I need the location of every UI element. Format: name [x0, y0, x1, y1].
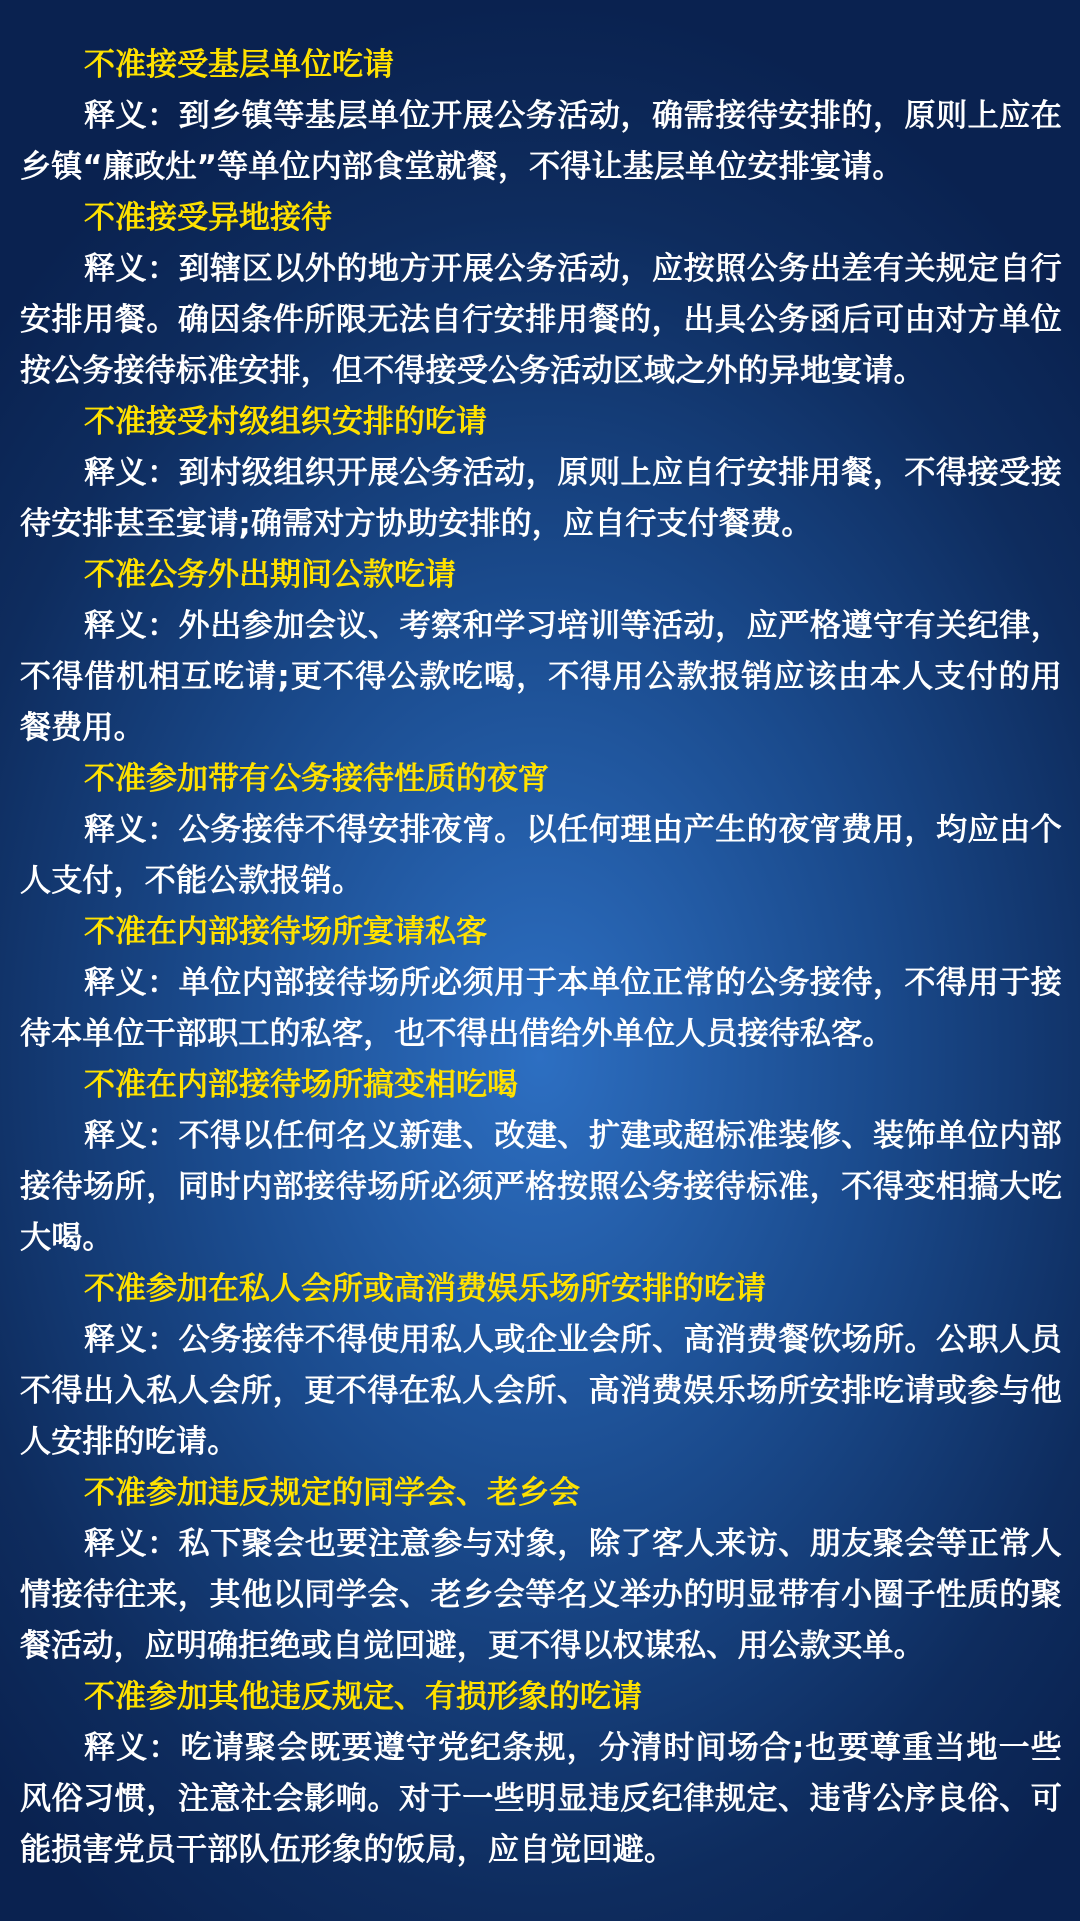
- rule-explanation: 释义：到辖区以外的地方开展公务活动，应按照公务出差有关规定自行安排用餐。确因条件所限无法自行安排用餐的，出具公务函后可由对方单位按公务接待标准安排，但不得接受公务活动区域之外的异地宴请。: [20, 251, 1062, 389]
- rule-explanation: 释义：私下聚会也要注意参与对象，除了客人来访、朋友聚会等正常人情接待往来，其他以同学会、老乡会等名义举办的明显带有小圈子性质的聚餐活动，应明确拒绝或自觉回避，更不得以权谋私、用公款买单。: [20, 1526, 1062, 1664]
- rule-explanation: 释义：不得以任何名义新建、改建、扩建或超标准装修、装饰单位内部接待场所，同时内部接待场所必须严格按照公务接待标准，不得变相搞大吃大喝。: [20, 1118, 1062, 1256]
- rule-explanation: 释义：公务接待不得使用私人或企业会所、高消费餐饮场所。公职人员不得出入私人会所，更不得在私人会所、高消费娱乐场所安排吃请或参与他人安排的吃请。: [20, 1322, 1062, 1460]
- rule-title: 不准在内部接待场所搞变相吃喝: [84, 1067, 518, 1103]
- rule-title: 不准接受村级组织安排的吃请: [84, 404, 487, 440]
- rule-8: [20, 1264, 1062, 1468]
- rule-title: 不准参加违反规定的同学会、老乡会: [84, 1475, 580, 1511]
- rule-explanation: 释义：公务接待不得安排夜宵。以任何理由产生的夜宵费用，均应由个人支付，不能公款报销。: [20, 812, 1062, 899]
- rule-1: [20, 40, 1062, 193]
- rule-9: [20, 1468, 1062, 1672]
- rule-3: [20, 397, 1062, 550]
- rule-explanation: 释义：单位内部接待场所必须用于本单位正常的公务接待，不得用于接待本单位干部职工的私客，也不得出借给外单位人员接待私客。: [20, 965, 1062, 1052]
- rule-5: [20, 754, 1062, 907]
- rule-explanation: 释义：到乡镇等基层单位开展公务活动，确需接待安排的，原则上应在乡镇“廉政灶”等单位内部食堂就餐，不得让基层单位安排宴请。: [20, 98, 1062, 185]
- rule-4: [20, 550, 1062, 754]
- rule-title: 不准参加其他违反规定、有损形象的吃请: [84, 1679, 642, 1715]
- rule-title: 不准接受基层单位吃请: [84, 47, 394, 83]
- rule-title: 不准接受异地接待: [84, 200, 332, 236]
- rule-2: [20, 193, 1062, 397]
- rule-explanation: 释义：到村级组织开展公务活动，原则上应自行安排用餐，不得接受接待安排甚至宴请;确需对方协助安排的，应自行支付餐费。: [20, 455, 1062, 542]
- rule-7: [20, 1060, 1062, 1264]
- rule-10: [20, 1672, 1062, 1876]
- rule-explanation: 释义：外出参加会议、考察和学习培训等活动，应严格遵守有关纪律，不得借机相互吃请;更不得公款吃喝，不得用公款报销应该由本人支付的用餐费用。: [20, 608, 1062, 746]
- rule-explanation: 释义：吃请聚会既要遵守党纪条规，分清时间场合;也要尊重当地一些风俗习惯，注意社会影响。对于一些明显违反纪律规定、违背公序良俗、可能损害党员干部队伍形象的饭局，应自觉回避。: [20, 1730, 1062, 1868]
- rule-title: 不准参加带有公务接待性质的夜宵: [84, 761, 549, 797]
- rule-title: 不准参加在私人会所或高消费娱乐场所安排的吃请: [84, 1271, 766, 1307]
- rule-6: [20, 907, 1062, 1060]
- rule-title: 不准在内部接待场所宴请私客: [84, 914, 487, 950]
- rule-title: 不准公务外出期间公款吃请: [84, 557, 456, 593]
